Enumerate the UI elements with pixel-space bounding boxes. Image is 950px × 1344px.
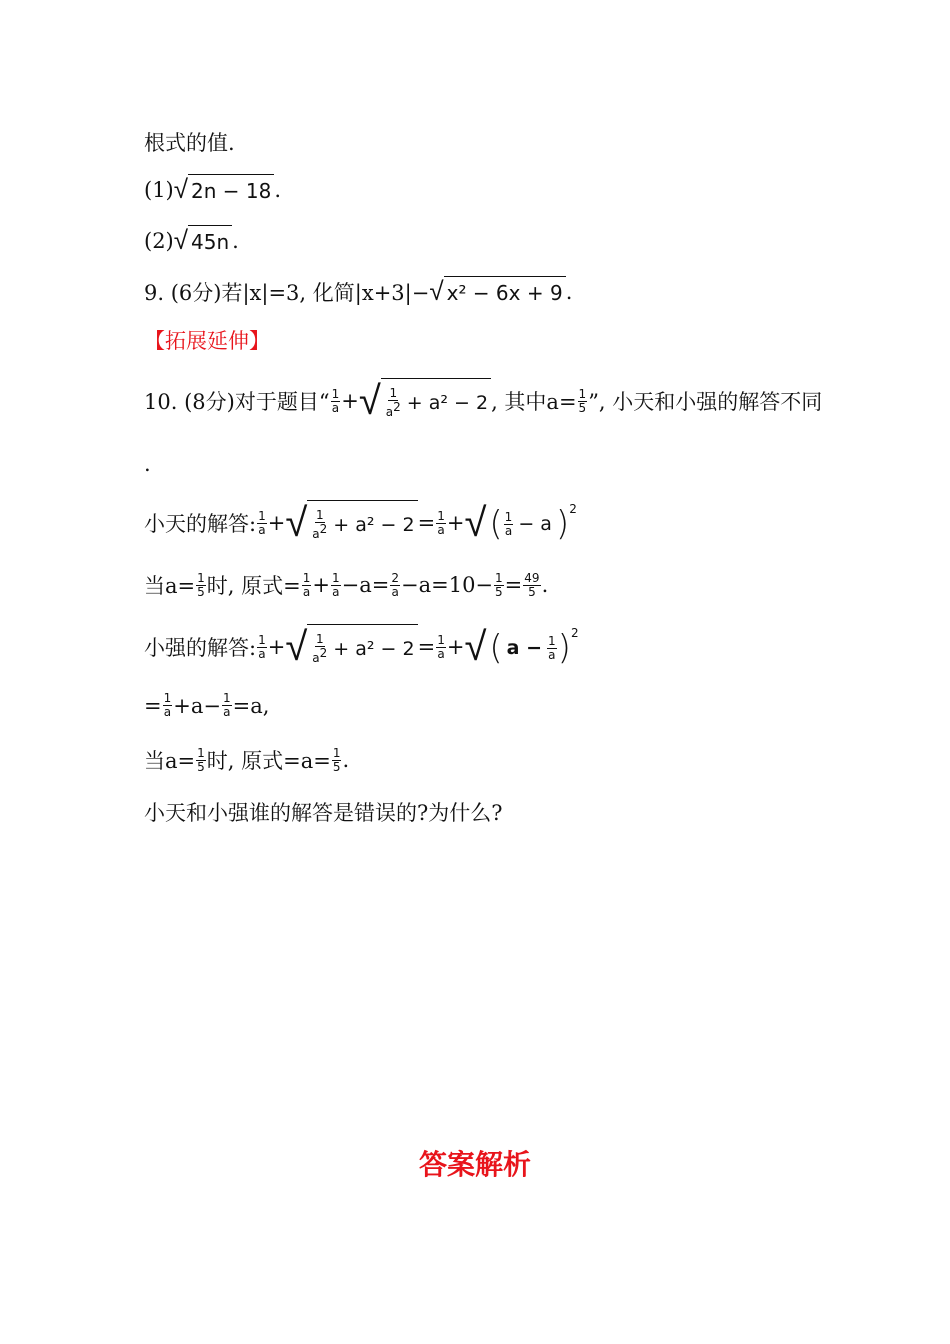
frac-1-over-a: $\frac{1}{a}$ xyxy=(331,386,340,415)
q10-dot: . xyxy=(144,452,151,476)
xiaotian-solution: 小天的解答: $\frac{1}{a}$ + √ $\frac{1}{a^2}$ + a² − 2 = $\frac{1}{a}$ + √ ( $\frac{1}{a}$ − a ) $^2$ xyxy=(144,500,577,546)
final-question: 小天和小强谁的解答是错误的?为什么? xyxy=(144,801,503,825)
question-10: 10. (8分)对于题目“ $\frac{1}{a}$ + √ $\frac{1}{a^2}$ + a² − 2 , 其中a= $\frac{1}{5}$ ”, 小天和小强的解答不同 xyxy=(144,378,823,424)
problem-1: (1) √ 2n − 18 . xyxy=(144,175,282,205)
question-9: 9. (6分)若 |x|=3, 化简|x+3|− √ x² − 6x + 9 . xyxy=(144,277,573,307)
answer-title: 答案解析 xyxy=(418,1148,531,1181)
intro-text: 根式的值. xyxy=(144,131,235,155)
sqrt-1: √ 2n − 18 xyxy=(174,174,275,205)
problem-2: (2) √ 45n . xyxy=(144,226,239,256)
xiaoqiang-simplify: = $\frac{1}{a}$ + a − $\frac{1}{a}$ =a, xyxy=(144,691,270,719)
frac-1-over-5: $\frac{1}{5}$ xyxy=(578,386,587,415)
xiaoqiang-solution: 小强的解答: $\frac{1}{a}$ + √ $\frac{1}{a^2}$ + a² − 2 = $\frac{1}{a}$ + √ ( a − $\frac{1}{a}$ ) $^2$ xyxy=(144,624,579,670)
section-title: 【拓展延伸】 xyxy=(144,329,270,353)
sqrt-10: √ $\frac{1}{a^2}$ + a² − 2 xyxy=(359,378,491,424)
xiaotian-calc: 当a= $\frac{1}{5}$ 时, 原式= $\frac{1}{a}$ + $\frac{1}{a}$ − a= $\frac{2}{a}$ − a=10− $\frac{1}{5}$ = $\frac{49}{5}$ . xyxy=(144,570,549,599)
xiaoqiang-calc: 当a= $\frac{1}{5}$ 时, 原式=a= $\frac{1}{5}$ . xyxy=(144,745,350,774)
sqrt-9: √ x² − 6x + 9 xyxy=(429,276,565,307)
sqrt-2: √ 45n xyxy=(174,225,232,256)
